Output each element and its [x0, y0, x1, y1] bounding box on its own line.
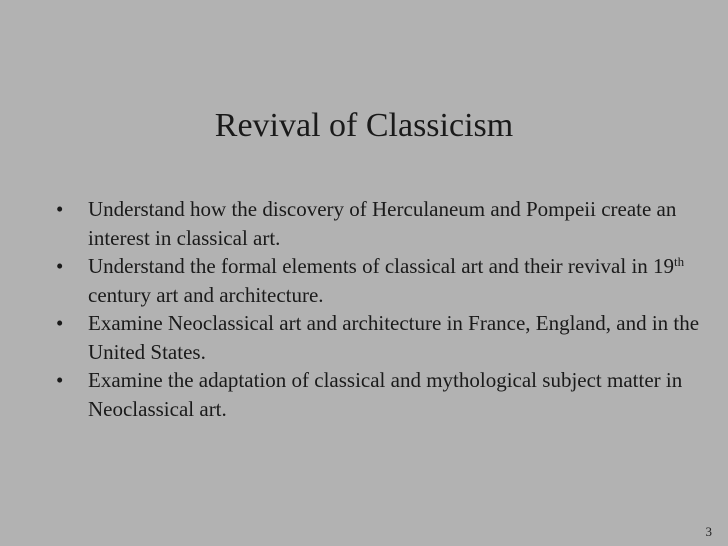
list-item [56, 195, 706, 252]
list-item [56, 366, 706, 423]
bullet-text [88, 254, 684, 307]
bullet-icon: • [56, 368, 64, 392]
slide-title: Revival of Classicism [214, 107, 514, 144]
bullet-text: Understand how the discovery of Herculaneum and Pompeii create an interest in classical art. [88, 197, 677, 250]
ordinal-superscript: th [674, 254, 685, 269]
bullet-list [56, 195, 706, 423]
list-item [56, 252, 706, 309]
bullet-icon: • [56, 254, 64, 278]
bullet-icon: • [56, 197, 64, 221]
bullet-text: Examine the adaptation of classical and mythological subject matter in Neoclassical art. [88, 368, 683, 421]
bullet-text-end: century art and architecture. [88, 282, 324, 307]
list-item [56, 309, 706, 366]
bullet-text-start: Understand the formal elements of classical art and their revival in 19 [88, 254, 675, 278]
slide-number: 3 [705, 524, 712, 539]
bullet-icon: • [56, 311, 64, 335]
bullet-text: Examine Neoclassical art and architecture in France, England, and in the United States. [88, 311, 700, 364]
